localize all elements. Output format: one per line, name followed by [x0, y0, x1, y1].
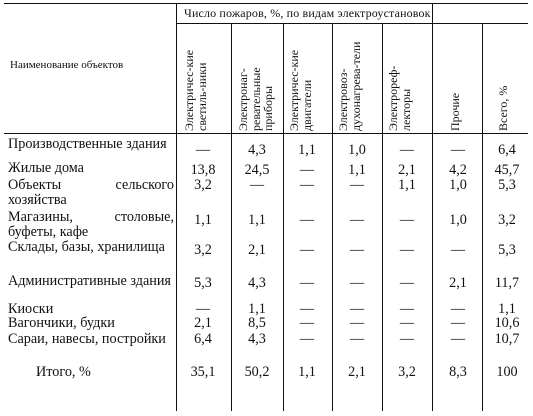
group-header: Число пожаров, %, по видам электроустановок	[184, 6, 431, 20]
cell-value: 3,2	[194, 177, 212, 193]
object-name: Административные здания	[8, 273, 171, 289]
object-name: Производственные здания	[8, 136, 167, 152]
col-header-label: Электронаг-ревательные приборы	[236, 67, 275, 131]
cell-value: 1,1	[248, 212, 266, 228]
cell-value: —	[195, 301, 211, 317]
cell-value: 45,7	[494, 162, 520, 178]
body-divider-1	[176, 133, 177, 411]
col-header-label: Электрореф-лекторы	[386, 65, 413, 131]
cell-value: —	[249, 177, 265, 193]
cell-value: 1,0	[449, 212, 467, 228]
object-name: Сараи, навесы, постройки	[8, 331, 166, 347]
cell-value: —	[349, 212, 365, 228]
body-divider-7	[482, 133, 483, 411]
object-name: Вагончики, будки	[8, 315, 115, 331]
object-name: Жилые дома	[8, 160, 84, 176]
cell-value: —	[450, 331, 466, 347]
cell-value: 100	[496, 364, 518, 380]
cell-value: 1,0	[449, 177, 467, 193]
cell-value: —	[399, 212, 415, 228]
cell-value: —	[349, 331, 365, 347]
cell-value: 2,1	[449, 275, 467, 291]
cell-value: 10,6	[494, 315, 520, 331]
cell-value: 1,1	[298, 364, 316, 380]
cell-value: —	[450, 301, 466, 317]
cell-value: —	[450, 242, 466, 258]
cell-value: 10,7	[494, 331, 520, 347]
body-divider-6	[432, 133, 433, 411]
cell-value: —	[299, 275, 315, 291]
cell-value: 2,1	[248, 242, 266, 258]
cell-value: —	[399, 242, 415, 258]
cell-value: 1,1	[194, 212, 212, 228]
cell-value: 6,4	[194, 331, 212, 347]
cell-value: —	[399, 275, 415, 291]
cell-value: —	[450, 142, 466, 158]
object-name: Магазины, столовые, буфеты, кафе	[8, 209, 174, 240]
object-name: Киоски	[8, 301, 54, 317]
cell-value: 13,8	[190, 162, 216, 178]
cell-value: —	[349, 242, 365, 258]
cell-value: 1,1	[248, 301, 266, 317]
cell-value: 3,2	[194, 242, 212, 258]
col-header-reflectors	[383, 23, 432, 133]
cell-value: 4,2	[449, 162, 467, 178]
object-column-header: Наименование объектов	[10, 59, 124, 71]
cell-value: —	[299, 242, 315, 258]
table-header	[4, 3, 528, 135]
cell-value: 5,3	[498, 177, 516, 193]
col-header-label: Электровоз-духонагрева-тели	[336, 41, 363, 131]
cell-value: —	[299, 177, 315, 193]
cell-value: 8,3	[449, 364, 467, 380]
header-bottom-rule	[4, 133, 528, 134]
cell-value: —	[399, 301, 415, 317]
col-header-total	[483, 23, 528, 133]
cell-value: 11,7	[494, 275, 520, 291]
col-header-heaters	[232, 23, 283, 133]
cell-value: 1,1	[398, 177, 416, 193]
fire-statistics-table	[4, 3, 528, 411]
cell-value: —	[299, 331, 315, 347]
object-name: Склады, базы, хранилища	[8, 239, 165, 255]
col-header-motors	[284, 23, 332, 133]
cell-value: 1,1	[298, 142, 316, 158]
total-label: Итого, %	[36, 364, 91, 380]
col-header-label: Электричес-кие светиль-ники	[182, 49, 209, 131]
body-divider-5	[382, 133, 383, 411]
cell-value: 24,5	[244, 162, 270, 178]
cell-value: —	[450, 315, 466, 331]
body-divider-4	[332, 133, 333, 411]
cell-value: —	[399, 142, 415, 158]
cell-value: 35,1	[190, 364, 216, 380]
cell-value: —	[195, 142, 211, 158]
body-divider-3	[283, 133, 284, 411]
col-header-other	[433, 23, 482, 133]
cell-value: 3,2	[398, 364, 416, 380]
cell-value: 5,3	[194, 275, 212, 291]
cell-value: 4,3	[248, 142, 266, 158]
cell-value: —	[399, 315, 415, 331]
object-name: Объекты сельского хозяйства	[8, 177, 174, 208]
cell-value: 1,1	[348, 162, 366, 178]
cell-value: 4,3	[248, 331, 266, 347]
cell-value: 1,1	[498, 301, 516, 317]
cell-value: 5,3	[498, 242, 516, 258]
cell-value: —	[299, 315, 315, 331]
cell-value: —	[349, 301, 365, 317]
col-header-label: Всего, %	[496, 85, 510, 131]
top-rule	[4, 3, 528, 4]
cell-value: —	[299, 212, 315, 228]
cell-value: 2,1	[348, 364, 366, 380]
cell-value: 2,1	[398, 162, 416, 178]
col-header-air-heaters	[333, 23, 382, 133]
cell-value: —	[299, 301, 315, 317]
cell-value: —	[349, 315, 365, 331]
cell-value: —	[349, 177, 365, 193]
body-divider-2	[231, 133, 232, 411]
cell-value: 50,2	[244, 364, 270, 380]
cell-value: 2,1	[194, 315, 212, 331]
cell-value: 3,2	[498, 212, 516, 228]
cell-value: —	[399, 331, 415, 347]
cell-value: —	[299, 162, 315, 178]
cell-value: 1,0	[348, 142, 366, 158]
col-header-label: Электричес-кие двигатели	[287, 49, 314, 131]
cell-value: 4,3	[248, 275, 266, 291]
cell-value: 8,5	[248, 315, 266, 331]
cell-value: —	[349, 275, 365, 291]
cell-value: 6,4	[498, 142, 516, 158]
col-header-lamps	[177, 23, 231, 133]
col-header-label: Прочие	[448, 92, 462, 131]
